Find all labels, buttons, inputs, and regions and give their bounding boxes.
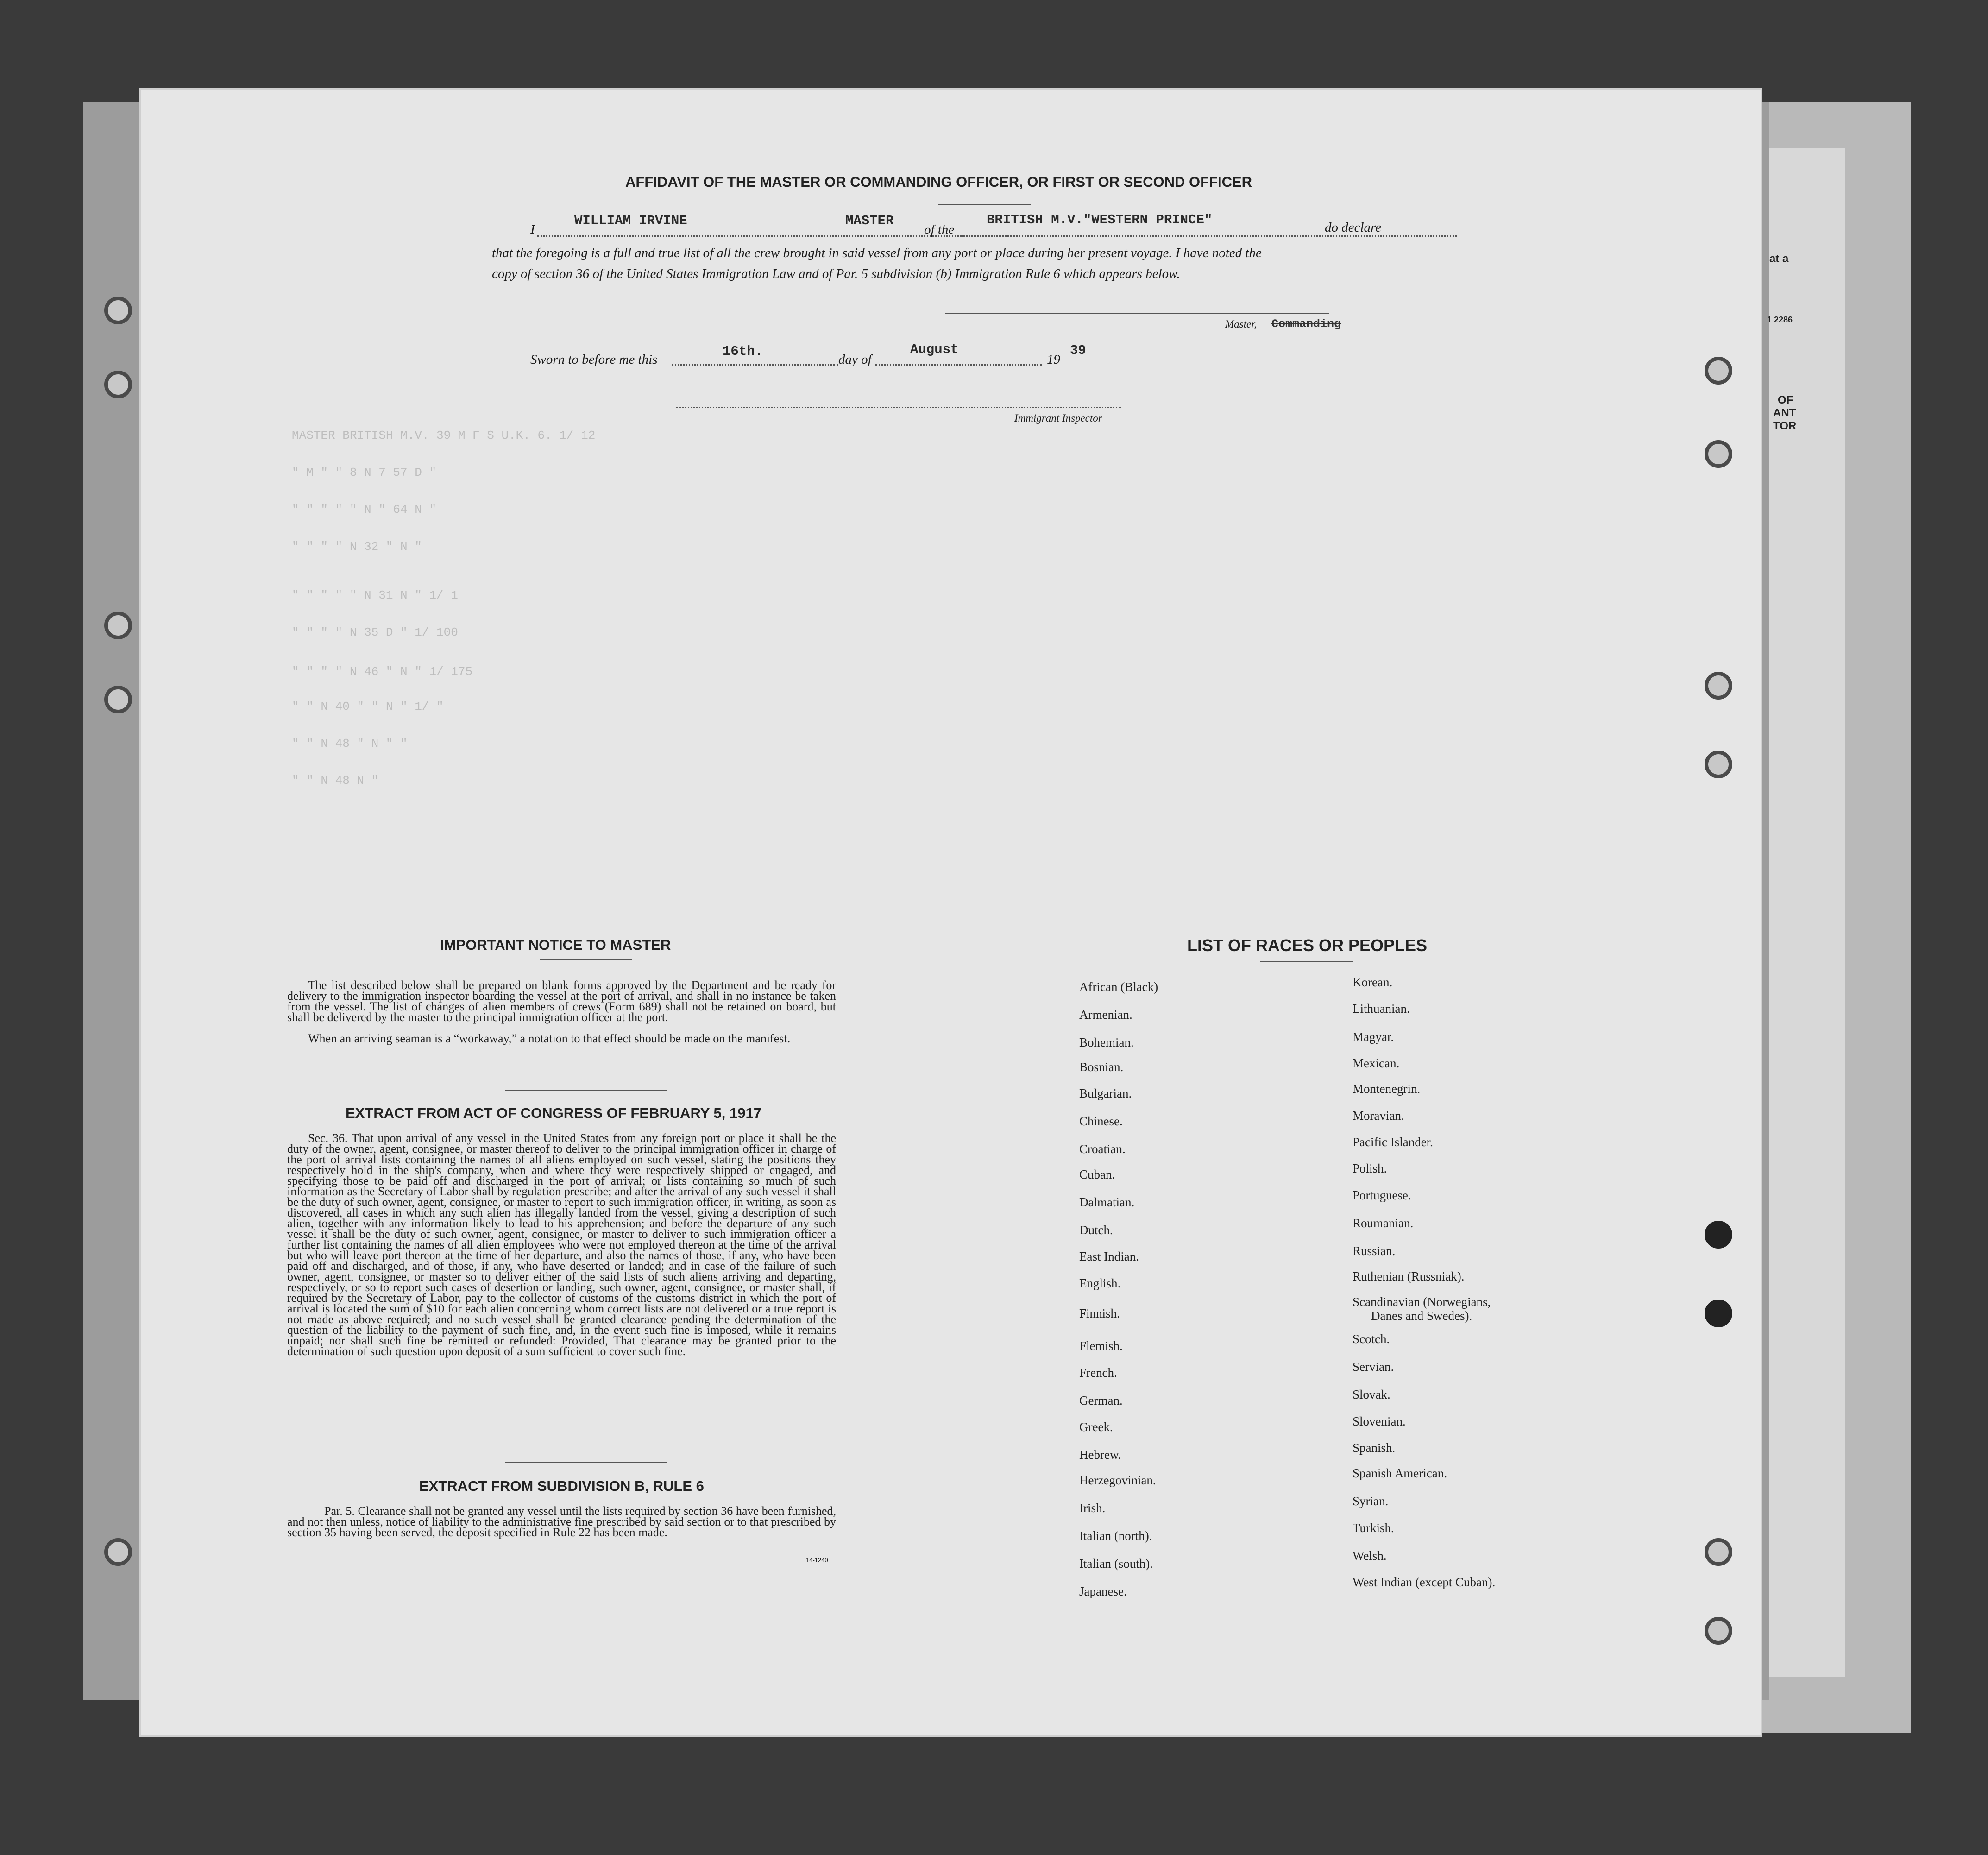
binder-hole [104, 297, 132, 324]
day-of-label: day of [838, 352, 872, 367]
under-sheet-tab-4: ANT [1773, 407, 1796, 419]
notice-paragraph-1: The list described below shall be prepared on blank forms approved by the Department and be ready for delivery to the immigration inspector boarding the vessel at the port of arrival, and shall in no instance be taken from the vessel. The list of changes of alien members of crews (Form 689) shall not be retained on board, but shall be delivered by the master to the principal immigration officer at the port. [287, 978, 836, 1024]
affidavit-page [139, 88, 1762, 1737]
race-item: Slovak. [1353, 1388, 1390, 1401]
race-item: Slovenian. [1353, 1414, 1406, 1428]
binder-hole [1705, 357, 1732, 385]
race-item: Flemish. [1079, 1339, 1123, 1353]
notice-end-divider [505, 1090, 667, 1091]
race-item: French. [1079, 1366, 1117, 1380]
master-rank: MASTER [845, 213, 894, 228]
extract-rule-text: Par. 5. Clearance shall not be granted any vessel until the lists required by section 36 have been furnished, and not then unless, notice of liability to the administrative fine prescribed by said section or to that prescribed by section 35 having been served, the deposit specified in Rule 22 has been made. [287, 1504, 836, 1539]
race-item: Italian (north). [1079, 1529, 1152, 1543]
sworn-month: August [910, 342, 959, 357]
race-item: Lithuanian. [1353, 1002, 1410, 1016]
binder-hole [104, 686, 132, 713]
binder-hole [104, 1538, 132, 1566]
race-item: West Indian (except Cuban). [1353, 1575, 1496, 1589]
race-item: Moravian. [1353, 1109, 1404, 1123]
binder-hole [104, 371, 132, 398]
binder-hole [1705, 1221, 1732, 1249]
notice-paragraph-2: When an arriving seaman is a “workaway,” a notation to that effect should be made on the manifest. [308, 1032, 791, 1045]
race-item: Magyar. [1353, 1030, 1394, 1044]
title-divider [938, 204, 1031, 205]
race-item: German. [1079, 1394, 1123, 1407]
race-item: Dalmatian. [1079, 1195, 1135, 1209]
race-item: Roumanian. [1353, 1216, 1414, 1230]
race-item: Bosnian. [1079, 1060, 1124, 1074]
race-item: Greek. [1079, 1420, 1113, 1434]
month-line [875, 364, 1042, 366]
year-prefix: 19 [1047, 352, 1060, 367]
master-signature-line [945, 313, 1329, 314]
inspector-signature-line [676, 407, 1121, 408]
under-sheet-tab-2: 1 2286 [1767, 315, 1793, 324]
race-item: Armenian. [1079, 1008, 1132, 1022]
race-item: Irish. [1079, 1501, 1106, 1515]
race-item: Portuguese. [1353, 1188, 1411, 1202]
race-item: Scandinavian (Norwegians, [1353, 1295, 1491, 1309]
race-item: Danes and Swedes). [1371, 1309, 1472, 1323]
year-suffix: 39 [1070, 343, 1086, 358]
master-name: WILLIAM IRVINE [574, 213, 687, 228]
race-item: Ruthenian (Russniak). [1353, 1269, 1465, 1283]
race-item: Finnish. [1079, 1306, 1120, 1320]
do-declare-label: do declare [1325, 220, 1382, 235]
master-title-overstrike: Commanding [1271, 317, 1341, 331]
form-number: 14-1240 [806, 1557, 828, 1564]
ghost-row: " " " " " N " 64 N " [292, 503, 437, 517]
affidavit-title: AFFIDAVIT OF THE MASTER OR COMMANDING OFFICER, OR FIRST OR SECOND OFFICER [625, 174, 1252, 190]
races-title: LIST OF RACES OR PEOPLES [1187, 936, 1428, 955]
binder-hole [1705, 751, 1732, 778]
binder-hole [104, 612, 132, 639]
ghost-row: MASTER BRITISH M.V. 39 M F S U.K. 6. 1/ 12 [292, 429, 596, 442]
race-item: Syrian. [1353, 1494, 1389, 1508]
race-item: Polish. [1353, 1161, 1387, 1175]
race-item: Japanese. [1079, 1584, 1127, 1598]
race-item: Spanish. [1353, 1441, 1396, 1455]
ghost-row: " " N 48 N " [292, 774, 379, 788]
under-sheet-tab-3: OF [1778, 394, 1793, 406]
race-item: Croatian. [1079, 1142, 1126, 1156]
binder-hole [1705, 1300, 1732, 1327]
races-divider [1260, 961, 1353, 962]
race-item: Hebrew. [1079, 1448, 1121, 1462]
race-item: Montenegrin. [1353, 1082, 1421, 1096]
binder-hole [1705, 1617, 1732, 1645]
race-item: Welsh. [1353, 1549, 1387, 1563]
race-item: Scotch. [1353, 1332, 1390, 1346]
vessel-line [961, 235, 1457, 237]
ghost-row: " M " " 8 N 7 57 D " [292, 466, 437, 480]
race-item: East Indian. [1079, 1249, 1139, 1263]
race-item: Mexican. [1353, 1056, 1400, 1070]
inspector-label: Immigrant Inspector [1014, 412, 1102, 424]
i-label: I [530, 222, 535, 237]
race-item: Dutch. [1079, 1223, 1113, 1237]
notice-divider [540, 959, 632, 960]
ghost-row: " " " " " N 31 N " 1/ 1 [292, 588, 458, 602]
binder-hole [1705, 440, 1732, 468]
race-item: Servian. [1353, 1360, 1394, 1374]
race-item: Italian (south). [1079, 1557, 1153, 1571]
under-sheet-tab-5: TOR [1773, 420, 1797, 432]
extract-act-title: EXTRACT FROM ACT OF CONGRESS OF FEBRUARY 5, 1917 [346, 1105, 761, 1121]
race-item: African (Black) [1079, 980, 1158, 994]
sworn-day-line [672, 364, 838, 366]
affidavit-line-2: that the foregoing is a full and true list of all the crew brought in said vessel from any port or place during her present voyage. I have noted the [492, 246, 1262, 260]
extract-rule-title: EXTRACT FROM SUBDIVISION B, RULE 6 [419, 1478, 704, 1494]
affidavit-line-3: copy of section 36 of the United States Immigration Law and of Par. 5 subdivision (b) Immigration Rule 6 which appears below. [492, 266, 1180, 281]
race-item: Turkish. [1353, 1521, 1394, 1535]
master-label: Master, [1225, 318, 1257, 330]
ghost-row: " " N 40 " " N " 1/ " [292, 700, 444, 713]
race-item: Chinese. [1079, 1114, 1123, 1128]
race-item: Spanish American. [1353, 1466, 1447, 1480]
under-sheet-tab-1: at a [1769, 252, 1789, 265]
ghost-row: " " " " N 46 " N " 1/ 175 [292, 665, 473, 679]
race-item: Cuban. [1079, 1167, 1115, 1181]
race-item: Bohemian. [1079, 1035, 1134, 1049]
binder-hole [1705, 1538, 1732, 1566]
race-item: Bulgarian. [1079, 1086, 1132, 1100]
vessel-name: BRITISH M.V."WESTERN PRINCE" [987, 212, 1213, 227]
notice-title: IMPORTANT NOTICE TO MASTER [440, 937, 671, 953]
race-item: Pacific Islander. [1353, 1135, 1433, 1149]
binder-hole [1705, 672, 1732, 700]
ghost-row: " " N 48 " N " " [292, 737, 408, 751]
ghost-row: " " " " N 32 " N " [292, 540, 422, 554]
of-the-label: of the [924, 222, 955, 237]
race-item: Russian. [1353, 1244, 1396, 1258]
extract-act-text: Sec. 36. That upon arrival of any vessel in the United States from any foreign port or place it shall be the duty of the owner, agent, consignee, or master thereof to deliver to the principal immigration officer in charge of the port of arrival lists containing the names of all aliens employed on such vessel, stating the positions they respectively hold in the ship's company, when and where they were respectively shipped or engaged, and specifying those to be paid off and discharged in the port of arrival; or lists containing so much of such information as the Secretary of Labor shall by regulation prescribe; and after the arrival of any such vessel it shall be the duty of such owner, agent, consignee, or master to report to such immigration officer, in writing, as soon as discovered, all cases in which any such alien has illegally landed from the vessel, giving a description of such alien, together with any information likely to lead to his apprehension; and before the departure of any such vessel it shall be the duty of such owner, agent, consignee, or master to deliver to such immigration officer a further list containing the names of all alien employees who were not employed thereon at the time of the arrival but who will leave port thereon at the time of her departure, and also the names of those, if any, who have been paid off and discharged, and of those, if any, who have deserted or landed; and in case of the failure of such owner, agent, consignee, or master so to deliver either of the said lists of such aliens arriving and departing, respectively, or so to report such cases of desertion or landing, such owner, agent, consignee, or master shall, if required by the Secretary of Labor, pay to the collector of customs of the customs district in which the port of arrival is located the sum of $10 for each alien concerning whom correct lists are not delivered or a true report is not made as above required; and no such vessel shall be granted clearance pending the determination of the question of the liability to the payment of such fine, and, in the event such fine is imposed, while it remains unpaid; nor shall such fine be remitted or refunded: Provided, That clearance may be granted prior to the determination of such question upon deposit of a sum sufficient to cover such fine. [287, 1131, 836, 1358]
ghost-row: " " " " N 35 D " 1/ 100 [292, 625, 458, 639]
race-item: Korean. [1353, 975, 1393, 989]
sworn-label: Sworn to before me this [530, 352, 658, 367]
race-item: English. [1079, 1276, 1121, 1290]
sworn-day: 16th. [723, 344, 763, 359]
race-item: Herzegovinian. [1079, 1473, 1156, 1487]
act-end-divider [505, 1462, 667, 1463]
